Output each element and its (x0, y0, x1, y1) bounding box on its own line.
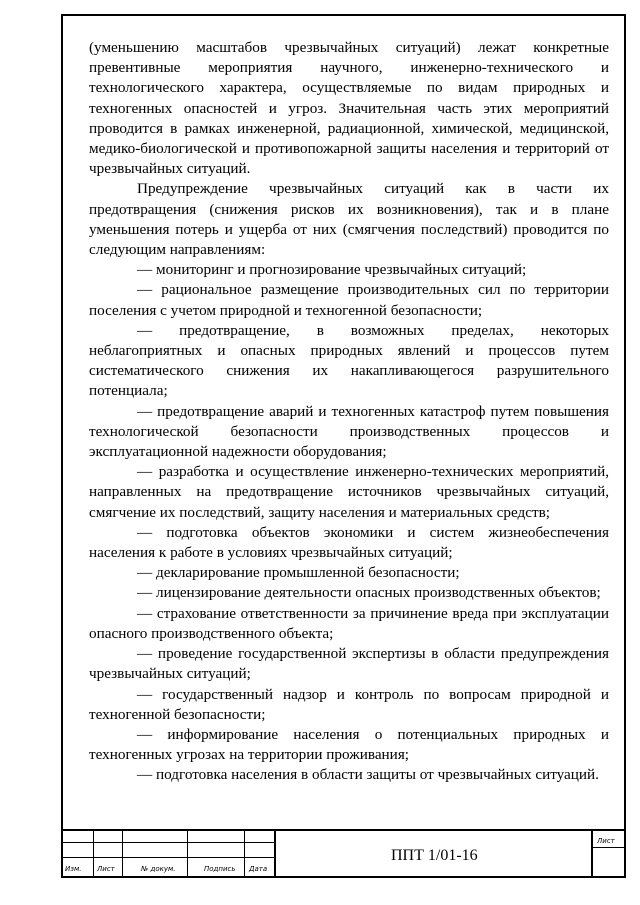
title-block-row-line (61, 857, 274, 858)
label-izm: Изм. (65, 865, 82, 873)
list-item: — государственный надзор и контроль по вопросам природной и техногенной безопасности; (89, 685, 609, 723)
list-item: — мониторинг и прогнозирование чрезвычайных ситуаций; (137, 261, 527, 279)
label-data: Дата (249, 865, 268, 873)
paragraph: Предупреждение чрезвычайных ситуаций как в части их предотвращения (снижения рисков их возникновения), так и в плане уменьшения потерь и ущерба от них (смягчения последствий) проводится по следующим направлениям: (89, 180, 609, 259)
label-podpis: Подпись (204, 865, 236, 873)
list-item: — предотвращение, в возможных пределах, некоторых неблагоприятных и опасных природных явлений и процессов путем систематического снижения их накапливающегося разрушительного потенциала; (89, 321, 609, 400)
title-block (61, 829, 626, 878)
title-block-row-line (591, 847, 626, 848)
sheet-label: Лист (597, 837, 615, 845)
list-item: — подготовка населения в области защиты от чрезвычайных ситуаций. (137, 766, 599, 784)
title-block-divider (274, 831, 276, 878)
list-item: — проведение государственной экспертизы в области предупреждения чрезвычайных ситуаций; (89, 645, 609, 683)
list-item: — лицензирование деятельности опасных производственных объектов; (137, 584, 601, 602)
list-item: — подготовка объектов экономики и систем жизнеобеспечения населения к работе в условиях чрезвычайных ситуаций; (89, 523, 609, 562)
title-block-divider (122, 831, 123, 878)
list-item: — предотвращение аварий и техногенных катастроф путем повышения технологической безопасности производственных процессов и эксплуатационной надежности оборудования; (89, 402, 609, 461)
title-block-divider (591, 831, 593, 878)
title-block-row-line (61, 842, 274, 843)
list-item: — разработка и осуществление инженерно-технических мероприятий, направленных на предотвращение источников чрезвычайных ситуаций, смягчение их последствий, защиту населения и материальных средств; (89, 463, 609, 521)
label-doc-num: № докум. (141, 865, 176, 873)
title-block-divider (93, 831, 94, 878)
list-item: — рациональное размещение производительных сил по территории поселения с учетом природной и техногенной безопасности; (89, 281, 609, 319)
title-block-divider (187, 831, 188, 878)
label-list: Лист (97, 865, 115, 873)
list-item: — информирование населения о потенциальных природных и техногенных угрозах на территории проживания; (89, 725, 609, 764)
list-item: — декларирование промышленной безопасности; (137, 564, 460, 582)
title-block-divider (244, 831, 245, 878)
document-body (89, 38, 609, 786)
list-item: — страхование ответственности за причинение вреда при эксплуатации опасного производственного объекта; (89, 604, 609, 642)
document-code: ППТ 1/01-16 (391, 847, 478, 864)
paragraph: (уменьшению масштабов чрезвычайных ситуаций) лежат конкретные превентивные мероприятия научного, инженерно-технического и технологического характера, осуществляемые по видам природных и техногенных опасностей и угроз. Значительная часть этих мероприятий проводится в рамках инженерной, радиационной, химической, медицинской, медико-биологической и противопожарной защиты населения и территорий от чрезвычайных ситуаций. (89, 39, 609, 178)
